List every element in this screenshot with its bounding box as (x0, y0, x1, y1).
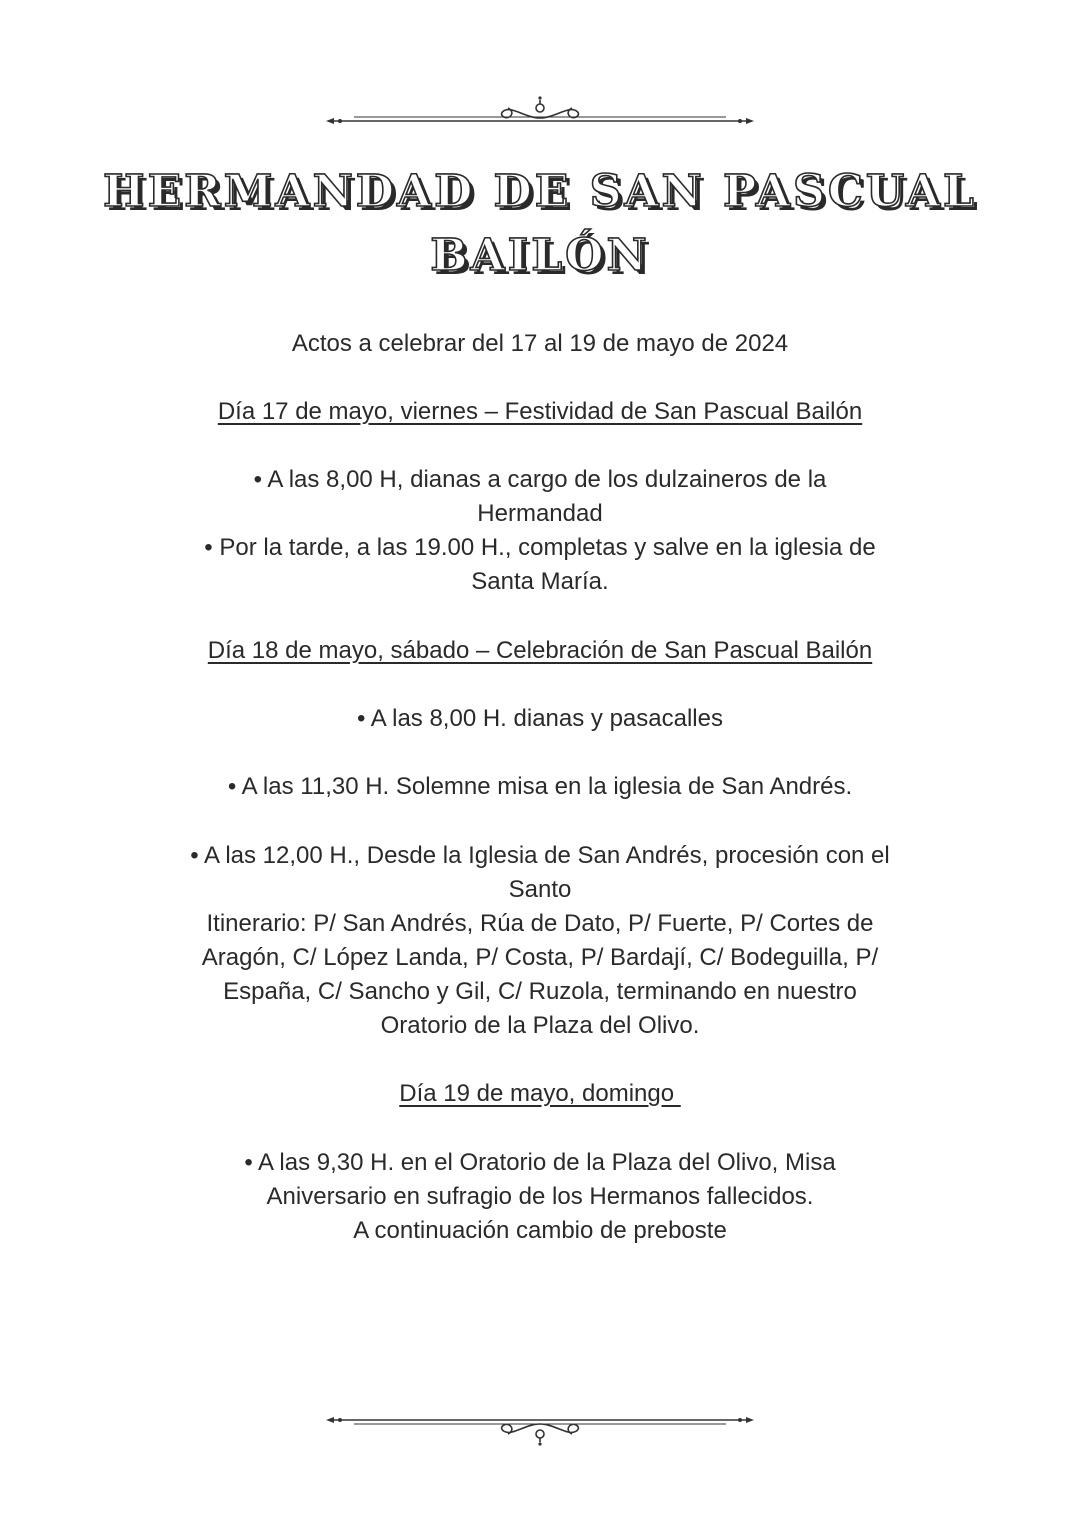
day19-heading (100, 1077, 980, 1111)
document-title-line-2: BAILÓN (430, 230, 650, 281)
subtitle-text: Actos a celebrar del 17 al 19 de mayo de 2024 (291, 330, 789, 357)
day19-item1-line3: A continuación cambio de preboste (353, 1217, 727, 1244)
day17-items (100, 463, 980, 599)
day17-heading (100, 395, 980, 429)
day18-heading (100, 634, 980, 668)
ornament-top-divider-icon (320, 92, 760, 132)
document-subtitle (100, 327, 980, 361)
day18-item3-line1: • A las 12,00 H., Desde la Iglesia de San Andrés, procesión con el (190, 842, 890, 869)
day18-item3-line4: Aragón, C/ López Landa, P/ Costa, P/ Bardají, C/ Bodeguilla, P/ (201, 944, 879, 971)
day17-item2-line2: Santa María. (471, 568, 609, 595)
day19-items (100, 1146, 980, 1248)
day19-item1-line2: Aniversario en sufragio de los Hermanos fallecidos. (266, 1183, 814, 1210)
day18-item3-line6: Oratorio de la Plaza del Olivo. (380, 1012, 700, 1039)
day18-item1 (100, 702, 980, 736)
day18-item3-line2: Santo (508, 876, 572, 903)
day18-item2 (100, 770, 980, 804)
day18-heading-text: Día 18 de mayo, sábado – Celebración de San Pascual Bailón (207, 637, 873, 664)
day18-item1-text: • A las 8,00 H. dianas y pasacalles (357, 705, 723, 732)
ornament-bottom-divider-icon (320, 1410, 760, 1450)
day18-item3 (100, 839, 980, 1043)
document-title-line-1: HERMANDAD DE SAN PASCUAL (103, 166, 977, 217)
day19-item1-line1: • A las 9,30 H. en el Oratorio de la Plaza del Olivo, Misa (244, 1149, 836, 1176)
day19-heading-text: Día 19 de mayo, domingo (399, 1080, 681, 1107)
day17-item2-line1: • Por la tarde, a las 19.00 H., completas y salve en la iglesia de (204, 534, 876, 561)
day18-item3-line5: España, C/ Sancho y Gil, C/ Ruzola, terminando en nuestro (223, 978, 857, 1005)
day18-item2-text: • A las 11,30 H. Solemne misa en la iglesia de San Andrés. (227, 773, 853, 800)
day17-item1-line2: Hermandad (477, 500, 603, 527)
day17-item1-line1: • A las 8,00 H, dianas a cargo de los dulzaineros de la (253, 466, 827, 493)
day18-item3-line3: Itinerario: P/ San Andrés, Rúa de Dato, P/ Fuerte, P/ Cortes de (206, 910, 874, 937)
day17-heading-text: Día 17 de mayo, viernes – Festividad de San Pascual Bailón (217, 398, 863, 425)
document-title (0, 160, 1080, 288)
